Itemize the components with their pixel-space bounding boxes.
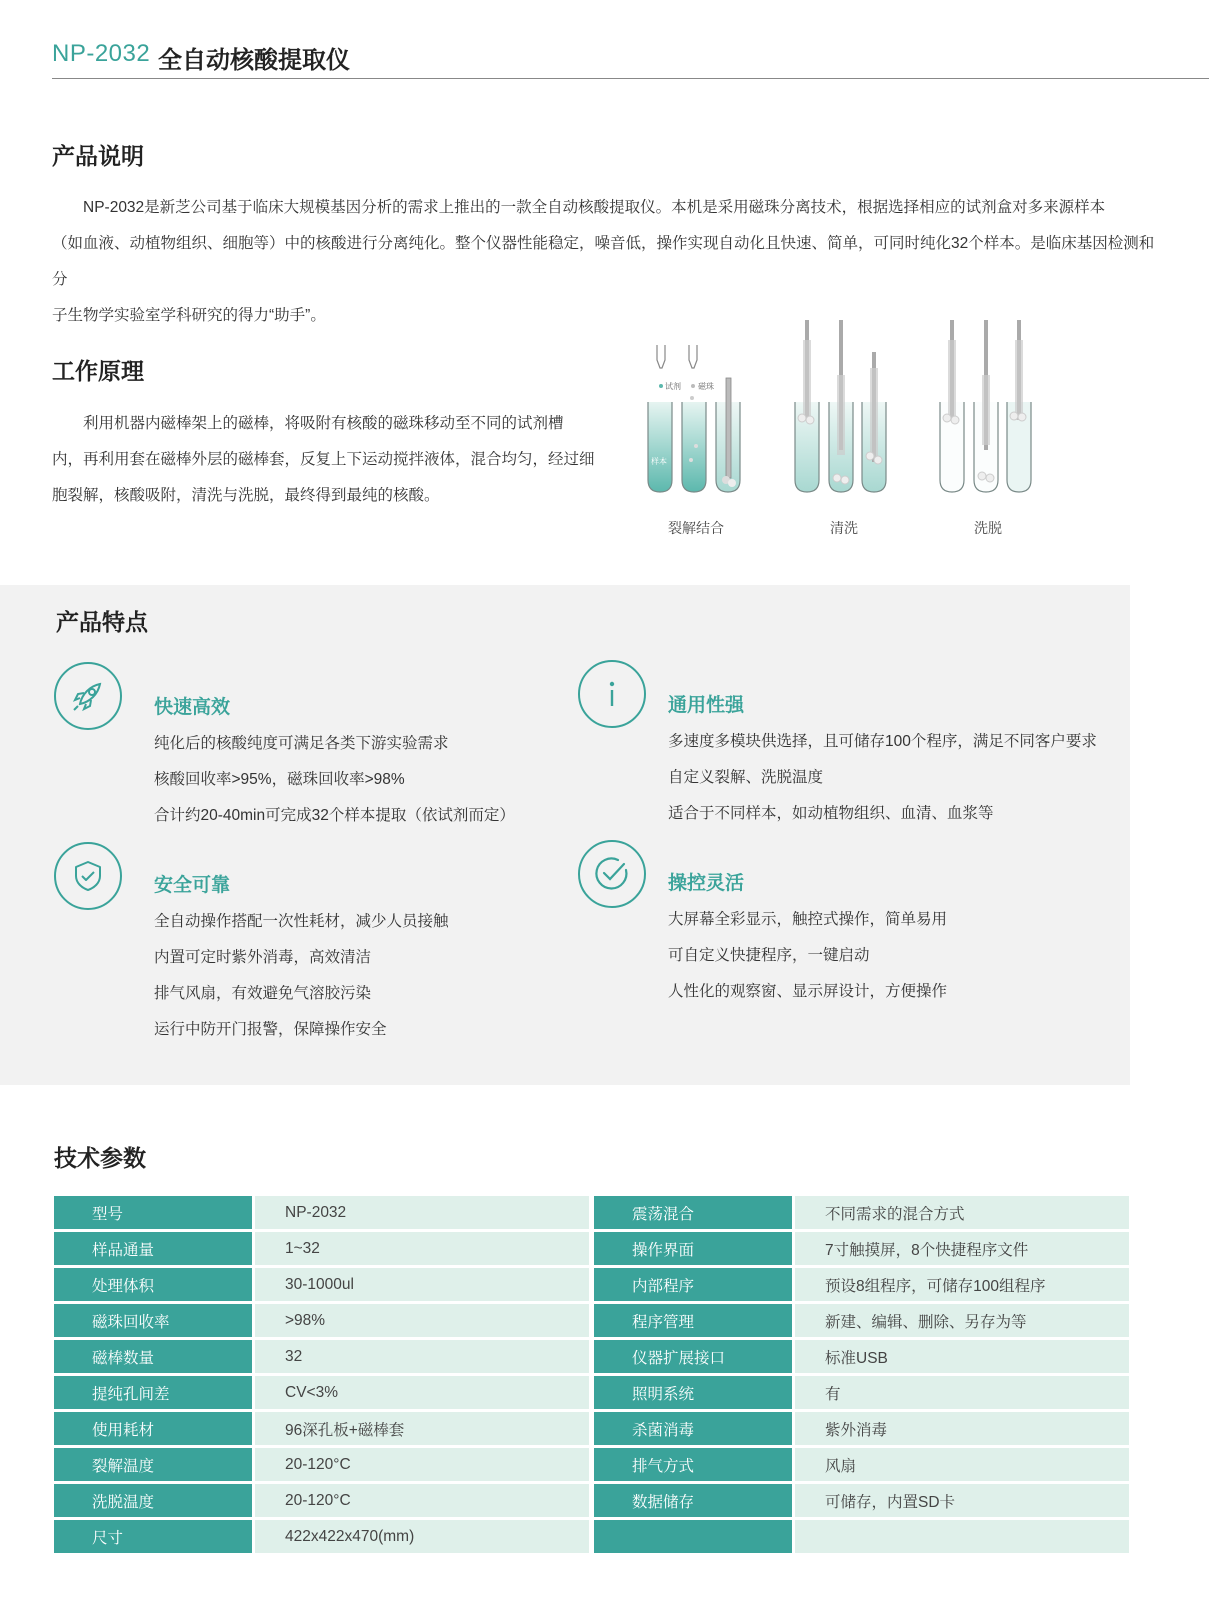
pipette-icon (657, 345, 697, 368)
spec-key: 杀菌消毒 (594, 1412, 795, 1445)
spec-key: 程序管理 (594, 1304, 795, 1337)
spec-row (594, 1304, 1129, 1337)
feature-item: 纯化后的核酸纯度可满足各类下游实验需求 (154, 735, 449, 752)
spec-value: 新建、编辑、删除、另存为等 (795, 1304, 1129, 1337)
feature-safe (54, 842, 554, 1042)
spec-value: 风扇 (795, 1448, 1129, 1481)
spec-value: 紫外消毒 (795, 1412, 1129, 1445)
spec-value: NP-2032 (255, 1196, 589, 1229)
feature-flexible (578, 840, 1118, 1000)
spec-value: CV<3% (255, 1376, 589, 1409)
spec-key: 仪器扩展接口 (594, 1340, 795, 1373)
feature-versatile (578, 660, 1118, 820)
product-model: NP-2032 (52, 40, 151, 67)
spec-row (594, 1376, 1129, 1409)
spec-row (54, 1196, 589, 1229)
intro-line: 子生物学实验室学科研究的得力“助手”。 (52, 307, 326, 324)
feature-item: 全自动操作搭配一次性耗材，减少人员接触 (154, 913, 449, 930)
intro-line: （如血液、动植物组织、细胞等）中的核酸进行分离纯化。整个仪器性能稳定，噪音低，操作实现自动化且快速、简单，可同时纯化32个样本。是临床基因检测和分 (52, 235, 1155, 288)
spec-row (54, 1448, 589, 1481)
spec-key: 照明系统 (594, 1376, 795, 1409)
reagent-label: 试剂 (665, 382, 681, 391)
rocket-icon (54, 662, 122, 730)
spec-row (594, 1268, 1129, 1301)
spec-key: 样品通量 (54, 1232, 255, 1265)
spec-key: 型号 (54, 1196, 255, 1229)
spec-value: 不同需求的混合方式 (795, 1196, 1129, 1229)
principle-line: 内，再利用套在磁棒外层的磁棒套，反复上下运动搅拌液体，混合均匀，经过细 (52, 451, 595, 468)
spec-key: 裂解温度 (54, 1448, 255, 1481)
spec-row (54, 1484, 589, 1517)
feature-item: 运行中防开门报警，保障操作安全 (154, 1021, 387, 1038)
spec-row (54, 1232, 589, 1265)
spec-row (54, 1268, 589, 1301)
principle-paragraph (52, 406, 612, 514)
spec-row (594, 1232, 1129, 1265)
feature-title: 安全可靠 (154, 875, 231, 896)
spec-key: 提纯孔间差 (54, 1376, 255, 1409)
spec-row (594, 1448, 1129, 1481)
spec-key: 操作界面 (594, 1232, 795, 1265)
spec-row (594, 1412, 1129, 1445)
feature-item: 人性化的观察窗、显示屏设计，方便操作 (668, 983, 948, 1000)
spec-key: 尺寸 (54, 1520, 255, 1553)
feature-item: 核酸回收率>95%，磁珠回收率>98% (154, 771, 405, 788)
feature-fast (54, 662, 554, 822)
spec-value: 7寸触摸屏，8个快捷程序文件 (795, 1232, 1129, 1265)
spec-key: 处理体积 (54, 1268, 255, 1301)
spec-value: 标准USB (795, 1340, 1129, 1373)
product-name: 全自动核酸提取仪 (158, 47, 350, 74)
spec-row (594, 1340, 1129, 1373)
spec-key: 震荡混合 (594, 1196, 795, 1229)
beads-label: 磁珠 (698, 382, 714, 391)
principle-line: 利用机器内磁棒架上的磁棒，将吸附有核酸的磁珠移动至不同的试剂槽 (52, 415, 564, 432)
spec-value (795, 1520, 1129, 1553)
intro-paragraph (52, 190, 1157, 334)
process-diagram-illustration (640, 320, 1100, 510)
spec-key (594, 1520, 795, 1553)
feature-item: 排气风扇，有效避免气溶胶污染 (154, 985, 372, 1002)
spec-value: >98% (255, 1304, 589, 1337)
page-header (52, 36, 1209, 79)
principle-line: 胞裂解，核酸吸附，清洗与洗脱，最终得到最纯的核酸。 (52, 487, 440, 504)
step-label-lysis: 裂解结合 (668, 520, 724, 536)
feature-item: 内置可定时紫外消毒，高效清洁 (154, 949, 372, 966)
spec-key: 洗脱温度 (54, 1484, 255, 1517)
info-icon (578, 660, 646, 728)
specs-title: 技术参数 (54, 1145, 146, 1171)
feature-item: 可自定义快捷程序，一键启动 (668, 947, 870, 964)
intro-line: NP-2032是新芝公司基于临床大规模基因分析的需求上推出的一款全自动核酸提取仪。本机是采用磁珠分离技术，根据选择相应的试剂盒对多来源样本 (52, 199, 1106, 216)
feature-list (668, 724, 1097, 832)
spec-row (54, 1304, 589, 1337)
spec-value: 30-1000ul (255, 1268, 589, 1301)
spec-value: 422x422x470(mm) (255, 1520, 589, 1553)
feature-title: 通用性强 (668, 695, 745, 716)
spec-key: 磁珠回收率 (54, 1304, 255, 1337)
spec-value: 有 (795, 1376, 1129, 1409)
spec-row (594, 1484, 1129, 1517)
spec-value: 20-120°C (255, 1448, 589, 1481)
spec-key: 数据储存 (594, 1484, 795, 1517)
spec-table-left (54, 1193, 589, 1556)
spec-key: 使用耗材 (54, 1412, 255, 1445)
spec-key: 排气方式 (594, 1448, 795, 1481)
feature-title: 快速高效 (154, 697, 231, 718)
spec-value: 32 (255, 1340, 589, 1373)
spec-row (594, 1520, 1129, 1553)
spec-row (594, 1196, 1129, 1229)
features-title: 产品特点 (56, 609, 148, 635)
intro-title: 产品说明 (52, 143, 144, 169)
step-label-wash: 清洗 (830, 520, 858, 536)
spec-row (54, 1340, 589, 1373)
feature-list (154, 726, 515, 834)
feature-item: 多速度多模块供选择，且可储存100个程序，满足不同客户要求 (668, 733, 1097, 750)
principle-title: 工作原理 (52, 358, 144, 384)
spec-value: 20-120°C (255, 1484, 589, 1517)
spec-key: 磁棒数量 (54, 1340, 255, 1373)
spec-value: 96深孔板+磁棒套 (255, 1412, 589, 1445)
spec-value: 可储存，内置SD卡 (795, 1484, 1129, 1517)
process-diagram (640, 320, 1100, 540)
sample-label: 样本 (651, 457, 667, 466)
feature-item: 自定义裂解、洗脱温度 (668, 769, 824, 786)
spec-row (54, 1412, 589, 1445)
check-circle-icon (578, 840, 646, 908)
feature-item: 大屏幕全彩显示，触控式操作，简单易用 (668, 911, 948, 928)
spec-row (54, 1376, 589, 1409)
feature-title: 操控灵活 (668, 873, 745, 894)
spec-value: 预设8组程序，可储存100组程序 (795, 1268, 1129, 1301)
feature-list (154, 904, 449, 1048)
feature-item: 合计约20-40min可完成32个样本提取（依试剂而定） (154, 807, 515, 824)
spec-row (54, 1520, 589, 1553)
spec-table-right (594, 1193, 1129, 1556)
step-label-elution: 洗脱 (974, 520, 1002, 536)
shield-check-icon (54, 842, 122, 910)
feature-list (668, 902, 947, 1010)
spec-key: 内部程序 (594, 1268, 795, 1301)
feature-item: 适合于不同样本，如动植物组织、血清、血浆等 (668, 805, 994, 822)
spec-value: 1~32 (255, 1232, 589, 1265)
